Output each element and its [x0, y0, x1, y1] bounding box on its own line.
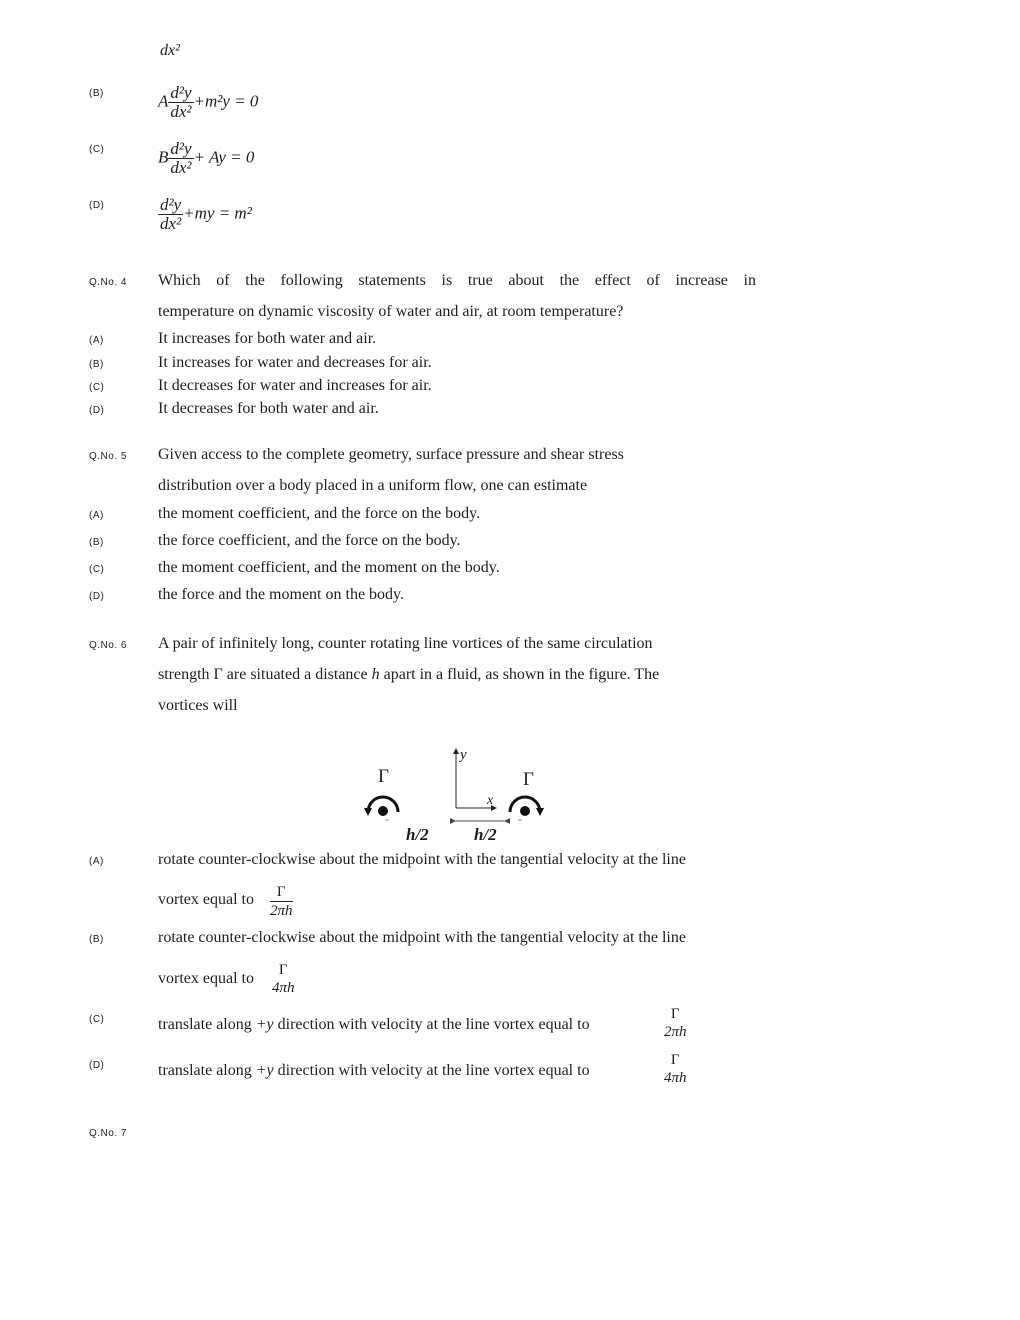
left-vortex-icon — [364, 797, 398, 820]
q4-option-c-text: It decreases for water and increases for air. — [158, 377, 432, 394]
q6-option-d-fraction — [664, 1051, 687, 1087]
q6-option-d-pre: translate along — [158, 1062, 256, 1079]
q3-option-d-equation — [158, 196, 252, 233]
q6-option-d-numerator: Γ — [670, 1052, 680, 1068]
q5-question-line2: distribution over a body placed in a uniform flow, one can estimate — [158, 477, 588, 494]
q5-question-line1: Given access to the complete geometry, surface pressure and shear stress — [158, 446, 624, 463]
q3-option-b-label: (B) — [89, 88, 104, 99]
q5-option-d-label: (D) — [89, 591, 105, 602]
q5-option-a-text: the moment coefficient, and the force on the body. — [158, 505, 481, 522]
q6-option-b-fraction — [272, 961, 295, 997]
q6-option-c-numerator: Γ — [670, 1006, 680, 1022]
q6-option-c-denominator: 2πh — [664, 1024, 687, 1040]
q6-option-b-denominator: 4πh — [272, 980, 295, 996]
q5-option-d-text: the force and the moment on the body. — [158, 586, 404, 603]
q6-option-d-text — [158, 1062, 590, 1080]
q5-option-c-text: the moment coefficient, and the moment on the body. — [158, 559, 500, 576]
figure-gamma-right: Γ — [523, 769, 534, 790]
q6-option-a-label: (A) — [89, 856, 104, 867]
q6-question-line1: A pair of infinitely long, counter rotating line vortices of the same circulation — [158, 635, 653, 652]
q4-option-d-text: It decreases for both water and air. — [158, 400, 379, 417]
q6-option-b-label: (B) — [89, 934, 104, 945]
q5-option-b-label: (B) — [89, 537, 104, 548]
q6-option-c-post: direction with velocity at the line vortex equal to — [273, 1016, 590, 1033]
q3-option-d-denominator: dx² — [160, 214, 182, 233]
q3-option-c-coef: B — [158, 147, 169, 167]
q3-option-d-rest: +my = m² — [183, 203, 252, 223]
q5-number: Q.No. 5 — [89, 451, 127, 462]
figure-x-axis-label: x — [487, 793, 494, 808]
q6-option-d-label: (D) — [89, 1060, 105, 1071]
q4-question-line1: Which of the following statements is true about the effect of increase in — [158, 272, 756, 289]
figure-half-distance-left: h/2 — [406, 825, 429, 844]
q4-option-a-text: It increases for both water and air. — [158, 330, 377, 347]
q3-option-d-label: (D) — [89, 200, 105, 211]
q4-question-line2: temperature on dynamic viscosity of water and air, at room temperature? — [158, 303, 624, 320]
q3-option-c-label: (C) — [89, 144, 105, 155]
right-vortex-icon — [510, 797, 544, 820]
q3-option-b-denominator: dx² — [170, 102, 192, 121]
q6-line2-part2: apart in a fluid, as shown in the figure. The — [379, 666, 660, 683]
q5-option-a-label: (A) — [89, 510, 104, 521]
q6-option-c-label: (C) — [89, 1014, 105, 1025]
q6-option-a-fraction — [270, 883, 293, 920]
q6-option-b-line2: vortex equal to — [158, 970, 254, 987]
q6-line2-h: h — [371, 666, 380, 683]
q3-option-b-numerator: d²y — [170, 83, 192, 102]
figure-gamma-left: Γ — [378, 766, 389, 787]
q6-option-c-direction: +y — [255, 1016, 274, 1033]
q3-option-c-equation — [158, 140, 254, 177]
previous-equation-fragment: dx² — [160, 42, 180, 59]
q3-option-b-rest: +m²y = 0 — [193, 91, 259, 111]
q6-option-d-post: direction with velocity at the line vortex equal to — [273, 1062, 590, 1079]
distance-marker — [450, 818, 510, 824]
q4-option-c-label: (C) — [89, 382, 105, 393]
q3-option-b-coef: A — [158, 91, 169, 111]
q4-option-b-label: (B) — [89, 359, 104, 370]
q3-option-d-numerator: d²y — [160, 195, 182, 214]
q6-option-c-fraction — [664, 1005, 687, 1041]
q6-option-a-line1: rotate counter-clockwise about the midpoint with the tangential velocity at the line — [158, 851, 686, 868]
figure-y-axis-label: y — [460, 747, 467, 763]
q6-option-a-numerator: Γ — [270, 883, 293, 902]
q6-option-c-pre: translate along — [158, 1016, 256, 1033]
figure-half-distance-right: h/2 — [474, 825, 497, 844]
q6-question-line2 — [158, 666, 659, 684]
q6-option-d-direction: +y — [255, 1062, 274, 1079]
q6-line2-part1: strength Γ are situated a distance — [158, 666, 372, 683]
q6-number: Q.No. 6 — [89, 640, 127, 651]
q6-option-a-line2: vortex equal to — [158, 891, 254, 908]
q6-option-d-denominator: 4πh — [664, 1070, 687, 1086]
q3-option-c-numerator: d²y — [170, 139, 192, 158]
q3-option-c-rest: + Ay = 0 — [193, 147, 255, 167]
q4-option-b-text: It increases for water and decreases for air. — [158, 354, 432, 371]
q6-option-c-text — [158, 1016, 590, 1034]
q3-option-c-denominator: dx² — [170, 158, 192, 177]
q6-option-b-line1: rotate counter-clockwise about the midpoint with the tangential velocity at the line — [158, 929, 686, 946]
q4-option-a-label: (A) — [89, 335, 104, 346]
q7-number: Q.No. 7 — [89, 1128, 127, 1139]
q6-vortex-figure — [340, 740, 580, 850]
q6-question-line3: vortices will — [158, 697, 238, 714]
q4-number: Q.No. 4 — [89, 277, 127, 288]
q3-option-b-equation — [158, 84, 258, 121]
q5-option-c-label: (C) — [89, 564, 105, 575]
q6-option-a-denominator: 2πh — [270, 903, 293, 919]
q4-option-d-label: (D) — [89, 405, 105, 416]
q5-option-b-text: the force coefficient, and the force on the body. — [158, 532, 461, 549]
q6-option-b-numerator: Γ — [278, 962, 288, 978]
